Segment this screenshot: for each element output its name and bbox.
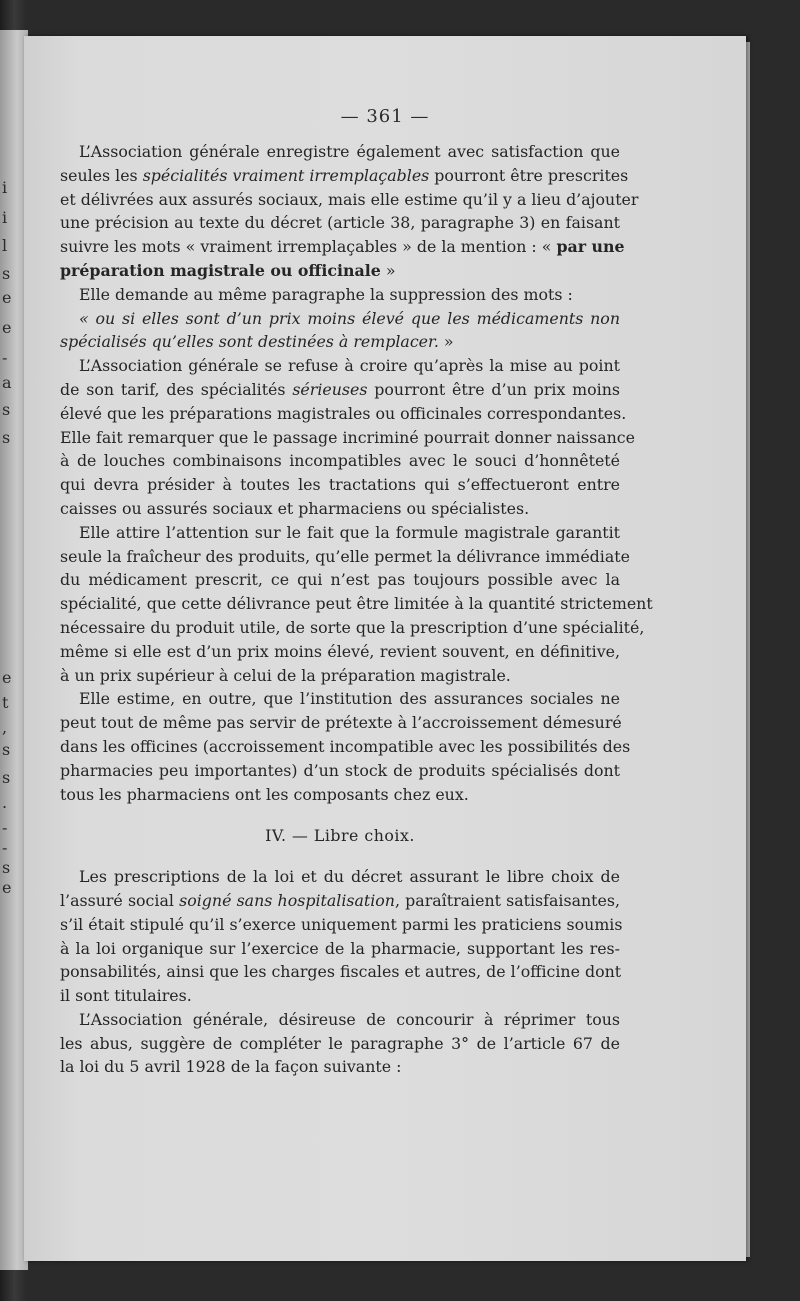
section-heading: IV. — Libre choix. bbox=[265, 826, 415, 846]
text-run: Elle attire l’attention sur le fait que la formule magistrale garantit bbox=[79, 522, 620, 542]
text-line bbox=[60, 1055, 620, 1079]
text-run: L’Association générale se refuse à croire qu’après la mise au point bbox=[79, 356, 620, 376]
previous-page-letter: i bbox=[2, 178, 8, 197]
text-line bbox=[60, 235, 625, 259]
text-run: » bbox=[380, 260, 396, 280]
text-line bbox=[60, 640, 620, 664]
text-line bbox=[60, 1032, 620, 1056]
text-run: pourront être prescrites bbox=[429, 165, 629, 185]
text-run: par une bbox=[556, 237, 625, 257]
text-run: de son tarif, des spécialités bbox=[60, 379, 293, 399]
text-run: suivre les mots « vraiment irremplaçables » de la mention : « bbox=[60, 237, 557, 257]
text-run: pharmacies peu importantes) d’un stock de produits spécialisés dont bbox=[60, 760, 620, 780]
text-run: une précision au texte du décret (article 38, paragraphe 3) en faisant bbox=[60, 213, 620, 233]
text-run: Elle fait remarquer que le passage incriminé pourrait donner naissance bbox=[60, 427, 635, 447]
previous-page-letter: a bbox=[2, 373, 12, 392]
text-run: qui devra présider à toutes les tractations qui s’effectueront entre bbox=[60, 475, 620, 495]
text-line bbox=[60, 545, 630, 569]
text-run: L’Association générale enregistre également avec satisfaction que bbox=[79, 142, 620, 161]
text-line bbox=[60, 449, 620, 473]
text-run: à un prix supérieur à celui de la préparation magistrale. bbox=[60, 665, 511, 685]
text-line bbox=[60, 164, 629, 188]
text-run: s’il était stipulé qu’il s’exerce uniquement parmi les praticiens soumis bbox=[60, 914, 623, 934]
previous-page-letter: s bbox=[2, 768, 11, 787]
text-line bbox=[60, 354, 620, 378]
text-run: tous les pharmaciens ont les composants chez eux. bbox=[60, 784, 469, 804]
document-page bbox=[24, 36, 746, 1261]
text-line bbox=[60, 889, 620, 913]
previous-page-letter: s bbox=[2, 740, 11, 759]
previous-page-letter: s bbox=[2, 400, 11, 419]
page-number: — 361 — bbox=[340, 106, 430, 127]
text-run: L’Association générale, désireuse de concourir à réprimer tous bbox=[79, 1009, 620, 1029]
text-run: ponsabilités, ainsi que les charges fiscales et autres, de l’officine dont bbox=[60, 962, 622, 982]
text-line bbox=[60, 426, 635, 450]
text-run: spécialisés qu’elles sont destinées à remplacer. bbox=[60, 332, 439, 352]
text-run: à de louches combinaisons incompatibles avec le souci d’honnêteté bbox=[60, 451, 620, 471]
text-run: pourront être d’un prix moins bbox=[367, 379, 620, 399]
previous-page-letter: - bbox=[2, 348, 8, 367]
text-run: spécialités vraiment irremplaçables bbox=[142, 165, 430, 185]
text-run: dans les officines (accroissement incompatible avec les possibilités des bbox=[60, 736, 631, 756]
text-line bbox=[60, 402, 627, 426]
text-line bbox=[60, 307, 620, 331]
text-run: nécessaire du produit utile, de sorte que la prescription d’une spécialité, bbox=[60, 617, 645, 637]
text-line bbox=[60, 1008, 620, 1032]
text-line bbox=[60, 759, 620, 783]
previous-page-letter: e bbox=[2, 668, 12, 687]
text-line bbox=[60, 568, 620, 592]
text-run: la loi du 5 avril 1928 de la façon suivante : bbox=[60, 1057, 402, 1077]
text-line bbox=[60, 865, 620, 889]
text-line bbox=[60, 616, 645, 640]
text-line bbox=[60, 211, 620, 235]
text-line bbox=[60, 687, 620, 711]
text-line bbox=[60, 913, 623, 937]
text-line bbox=[60, 283, 620, 307]
text-line bbox=[60, 711, 620, 735]
text-run: et délivrées aux assurés sociaux, mais elle estime qu’il y a lieu d’ajouter bbox=[60, 189, 639, 209]
text-run: il sont titulaires. bbox=[60, 986, 192, 1006]
previous-page-letter: s bbox=[2, 428, 11, 447]
text-line bbox=[60, 783, 620, 807]
text-line bbox=[60, 937, 620, 961]
text-run: Elle demande au même paragraphe la suppression des mots : bbox=[79, 284, 573, 304]
text-line bbox=[60, 188, 639, 212]
previous-page-letter: e bbox=[2, 878, 12, 897]
text-run: Les prescriptions de la loi et du décret assurant le libre choix de bbox=[79, 867, 620, 887]
text-run: préparation magistrale ou officinale bbox=[60, 260, 381, 280]
page-body-text bbox=[60, 140, 653, 1079]
previous-page-letter: s bbox=[2, 264, 11, 283]
text-run: « ou si elles sont d’un prix moins élevé que les médicaments non bbox=[79, 308, 620, 328]
text-line bbox=[60, 473, 620, 497]
previous-page-letter: . bbox=[2, 793, 8, 812]
text-run: , paraîtraient satisfaisantes, bbox=[394, 890, 620, 910]
previous-page-letter: - bbox=[2, 818, 8, 837]
text-run: Elle estime, en outre, que l’institution des assurances sociales ne bbox=[79, 689, 620, 709]
text-line bbox=[60, 664, 620, 688]
text-run: caisses ou assurés sociaux et pharmaciens ou spécialistes. bbox=[60, 498, 530, 518]
text-line bbox=[60, 592, 653, 616]
previous-page-letter: s bbox=[2, 858, 11, 877]
text-run: même si elle est d’un prix moins élevé, revient souvent, en définitive, bbox=[60, 641, 620, 661]
text-line bbox=[60, 984, 620, 1008]
text-run: les abus, suggère de compléter le paragraphe 3° de l’article 67 de bbox=[60, 1033, 620, 1053]
text-run: spécialité, que cette délivrance peut être limitée à la quantité strictement bbox=[60, 594, 653, 614]
text-run: l’assuré social bbox=[60, 890, 180, 910]
previous-page-letter: e bbox=[2, 318, 12, 337]
text-run: sérieuses bbox=[292, 379, 368, 399]
previous-page-letter: - bbox=[2, 838, 8, 857]
text-run: seules les bbox=[60, 165, 143, 185]
text-run: à la loi organique sur l’exercice de la pharmacie, supportant les res- bbox=[60, 938, 620, 958]
text-line bbox=[60, 497, 620, 521]
previous-page-letter: t bbox=[2, 693, 9, 712]
text-line bbox=[60, 330, 620, 354]
text-run: soigné sans hospitalisation bbox=[179, 890, 395, 910]
text-line bbox=[60, 521, 620, 545]
text-line bbox=[60, 140, 620, 164]
text-line bbox=[60, 735, 631, 759]
previous-page-letter: i bbox=[2, 208, 8, 227]
text-run: seule la fraîcheur des produits, qu’elle permet la délivrance immédiate bbox=[60, 546, 630, 566]
previous-page-letter: , bbox=[2, 718, 8, 737]
text-run: élevé que les préparations magistrales ou officinales correspondantes. bbox=[60, 403, 627, 423]
text-line bbox=[60, 259, 620, 283]
previous-page-letter: e bbox=[2, 288, 12, 307]
text-line bbox=[60, 960, 620, 984]
text-run: » bbox=[438, 332, 454, 352]
text-line bbox=[60, 378, 620, 402]
text-run: du médicament prescrit, ce qui n’est pas toujours possible avec la bbox=[60, 570, 620, 590]
text-run: peut tout de même pas servir de prétexte à l’accroissement démesuré bbox=[60, 713, 622, 733]
previous-page-letter: l bbox=[2, 236, 8, 255]
